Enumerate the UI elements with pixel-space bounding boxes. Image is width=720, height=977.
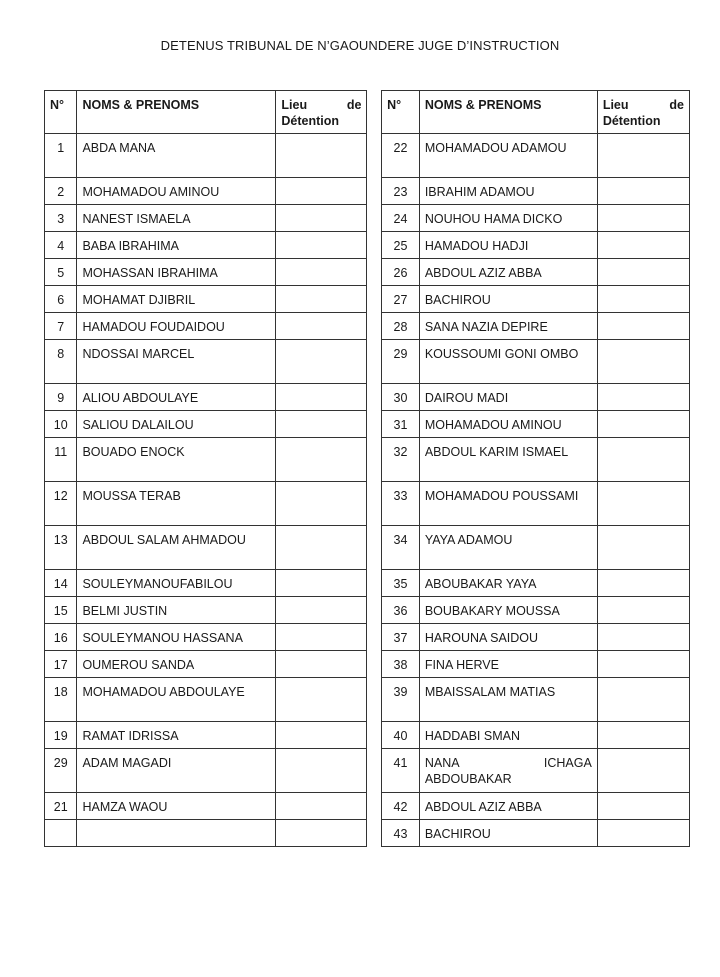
right-name: ABDOUL AZIZ ABBA [419,259,597,286]
left-lieu [276,597,367,624]
right-lieu [597,482,689,526]
header-lieu-right: Lieu de Détention [597,91,689,134]
right-lieu [597,597,689,624]
table-row [45,438,690,482]
left-lieu [276,286,367,313]
left-num: 17 [45,651,77,678]
left-name: BOUADO ENOCK [77,438,276,482]
right-num: 38 [382,651,420,678]
right-lieu [597,340,689,384]
right-num: 23 [382,178,420,205]
left-lieu [276,526,367,570]
left-name: BELMI JUSTIN [77,597,276,624]
left-name: ABDOUL SALAM AHMADOU [77,526,276,570]
right-num: 34 [382,526,420,570]
left-lieu [276,340,367,384]
left-num: 15 [45,597,77,624]
left-lieu [276,820,367,847]
left-lieu [276,411,367,438]
column-gap [367,286,382,313]
left-lieu [276,651,367,678]
right-name: BACHIROU [419,286,597,313]
right-lieu [597,820,689,847]
right-name: YAYA ADAMOU [419,526,597,570]
right-num: 43 [382,820,420,847]
right-name: KOUSSOUMI GONI OMBO [419,340,597,384]
right-lieu [597,205,689,232]
right-lieu [597,232,689,259]
right-lieu [597,134,689,178]
left-lieu [276,749,367,793]
header-num-right: N° [382,91,420,134]
column-gap [367,624,382,651]
left-name: OUMEROU SANDA [77,651,276,678]
left-name: HAMZA WAOU [77,793,276,820]
left-name: MOHASSAN IBRAHIMA [77,259,276,286]
left-lieu [276,570,367,597]
right-lieu [597,384,689,411]
right-name: FINA HERVE [419,651,597,678]
column-gap [367,820,382,847]
column-gap [367,438,382,482]
left-num: 16 [45,624,77,651]
right-name: MOHAMADOU AMINOU [419,411,597,438]
left-num: 4 [45,232,77,259]
table-row [45,597,690,624]
right-name: NOUHOU HAMA DICKO [419,205,597,232]
left-num: 12 [45,482,77,526]
right-lieu [597,286,689,313]
right-lieu [597,178,689,205]
column-gap [367,722,382,749]
right-num: 24 [382,205,420,232]
left-num: 14 [45,570,77,597]
right-num: 32 [382,438,420,482]
left-name: SOULEYMANOU HASSANA [77,624,276,651]
table-row [45,205,690,232]
right-name: ABOUBAKAR YAYA [419,570,597,597]
table-row [45,259,690,286]
table-row [45,178,690,205]
left-lieu [276,624,367,651]
right-num: 25 [382,232,420,259]
right-num: 31 [382,411,420,438]
right-num: 39 [382,678,420,722]
left-lieu [276,678,367,722]
right-name: SANA NAZIA DEPIRE [419,313,597,340]
right-lieu [597,722,689,749]
left-num: 18 [45,678,77,722]
right-num: 37 [382,624,420,651]
right-num: 30 [382,384,420,411]
right-lieu [597,793,689,820]
column-gap [367,526,382,570]
column-gap [367,597,382,624]
header-lieu-left: Lieu de Détention [276,91,367,134]
table-row [45,793,690,820]
left-lieu [276,482,367,526]
right-lieu [597,526,689,570]
left-num: 7 [45,313,77,340]
left-lieu [276,793,367,820]
table-row [45,340,690,384]
right-num: 27 [382,286,420,313]
right-num: 28 [382,313,420,340]
right-lieu [597,259,689,286]
right-num: 35 [382,570,420,597]
left-num: 2 [45,178,77,205]
left-name: HAMADOU FOUDAIDOU [77,313,276,340]
left-name: MOHAMAT DJIBRIL [77,286,276,313]
left-num: 21 [45,793,77,820]
right-name: IBRAHIM ADAMOU [419,178,597,205]
table-row [45,482,690,526]
right-name: BACHIROU [419,820,597,847]
left-num: 29 [45,749,77,793]
right-name: NANA ICHAGA ABDOUBAKAR [419,749,597,793]
right-name: HAROUNA SAIDOU [419,624,597,651]
column-gap [367,384,382,411]
header-num-left: N° [45,91,77,134]
right-lieu [597,411,689,438]
left-lieu [276,259,367,286]
right-lieu [597,438,689,482]
column-gap [367,259,382,286]
left-lieu [276,205,367,232]
right-name: HAMADOU HADJI [419,232,597,259]
right-name: MBAISSALAM MATIAS [419,678,597,722]
left-lieu [276,722,367,749]
right-lieu [597,570,689,597]
right-num: 36 [382,597,420,624]
detainee-table [44,90,690,847]
left-lieu [276,384,367,411]
left-num: 6 [45,286,77,313]
table-row [45,384,690,411]
left-name: MOHAMADOU AMINOU [77,178,276,205]
table-row [45,678,690,722]
left-name: MOHAMADOU ABDOULAYE [77,678,276,722]
right-name: ABDOUL AZIZ ABBA [419,793,597,820]
column-gap [367,482,382,526]
right-lieu [597,624,689,651]
column-gap [367,340,382,384]
right-lieu [597,651,689,678]
left-num: 3 [45,205,77,232]
left-num: 1 [45,134,77,178]
table-row [45,749,690,793]
right-name: MOHAMADOU POUSSAMI [419,482,597,526]
left-num: 13 [45,526,77,570]
left-name: NANEST ISMAELA [77,205,276,232]
right-lieu [597,749,689,793]
left-num: 19 [45,722,77,749]
table-row [45,286,690,313]
column-gap [367,232,382,259]
table-row [45,411,690,438]
right-lieu [597,313,689,340]
right-name: BOUBAKARY MOUSSA [419,597,597,624]
column-gap [367,134,382,178]
left-name: ALIOU ABDOULAYE [77,384,276,411]
right-num: 29 [382,340,420,384]
header-names-right: NOMS & PRENOMS [419,91,597,134]
left-name [77,820,276,847]
right-num: 41 [382,749,420,793]
right-name: MOHAMADOU ADAMOU [419,134,597,178]
left-lieu [276,438,367,482]
right-num: 26 [382,259,420,286]
column-gap [367,411,382,438]
header-names-left: NOMS & PRENOMS [77,91,276,134]
table-row [45,232,690,259]
table-row [45,820,690,847]
table-row [45,570,690,597]
column-gap [367,205,382,232]
left-lieu [276,313,367,340]
left-name: SALIOU DALAILOU [77,411,276,438]
table-row [45,313,690,340]
left-num: 5 [45,259,77,286]
right-name: ABDOUL KARIM ISMAEL [419,438,597,482]
column-gap [367,178,382,205]
table-row [45,526,690,570]
column-gap [367,91,382,134]
left-name: ADAM MAGADI [77,749,276,793]
left-name: NDOSSAI MARCEL [77,340,276,384]
left-num: 9 [45,384,77,411]
right-name: DAIROU MADI [419,384,597,411]
column-gap [367,793,382,820]
column-gap [367,678,382,722]
left-num: 10 [45,411,77,438]
right-num: 40 [382,722,420,749]
left-lieu [276,232,367,259]
left-num: 8 [45,340,77,384]
table-row [45,134,690,178]
column-gap [367,313,382,340]
left-lieu [276,178,367,205]
column-gap [367,570,382,597]
left-lieu [276,134,367,178]
left-name: SOULEYMANOUFABILOU [77,570,276,597]
left-num: 11 [45,438,77,482]
column-gap [367,651,382,678]
right-name: HADDABI SMAN [419,722,597,749]
left-name: MOUSSA TERAB [77,482,276,526]
right-lieu [597,678,689,722]
table-header-row [45,91,690,134]
table-row [45,722,690,749]
table-row [45,624,690,651]
right-num: 42 [382,793,420,820]
column-gap [367,749,382,793]
left-name: ABDA MANA [77,134,276,178]
right-num: 22 [382,134,420,178]
left-name: RAMAT IDRISSA [77,722,276,749]
table-row [45,651,690,678]
right-num: 33 [382,482,420,526]
document-title: DETENUS TRIBUNAL DE N’GAOUNDERE JUGE D’INSTRUCTION [160,38,560,53]
left-num [45,820,77,847]
left-name: BABA IBRAHIMA [77,232,276,259]
